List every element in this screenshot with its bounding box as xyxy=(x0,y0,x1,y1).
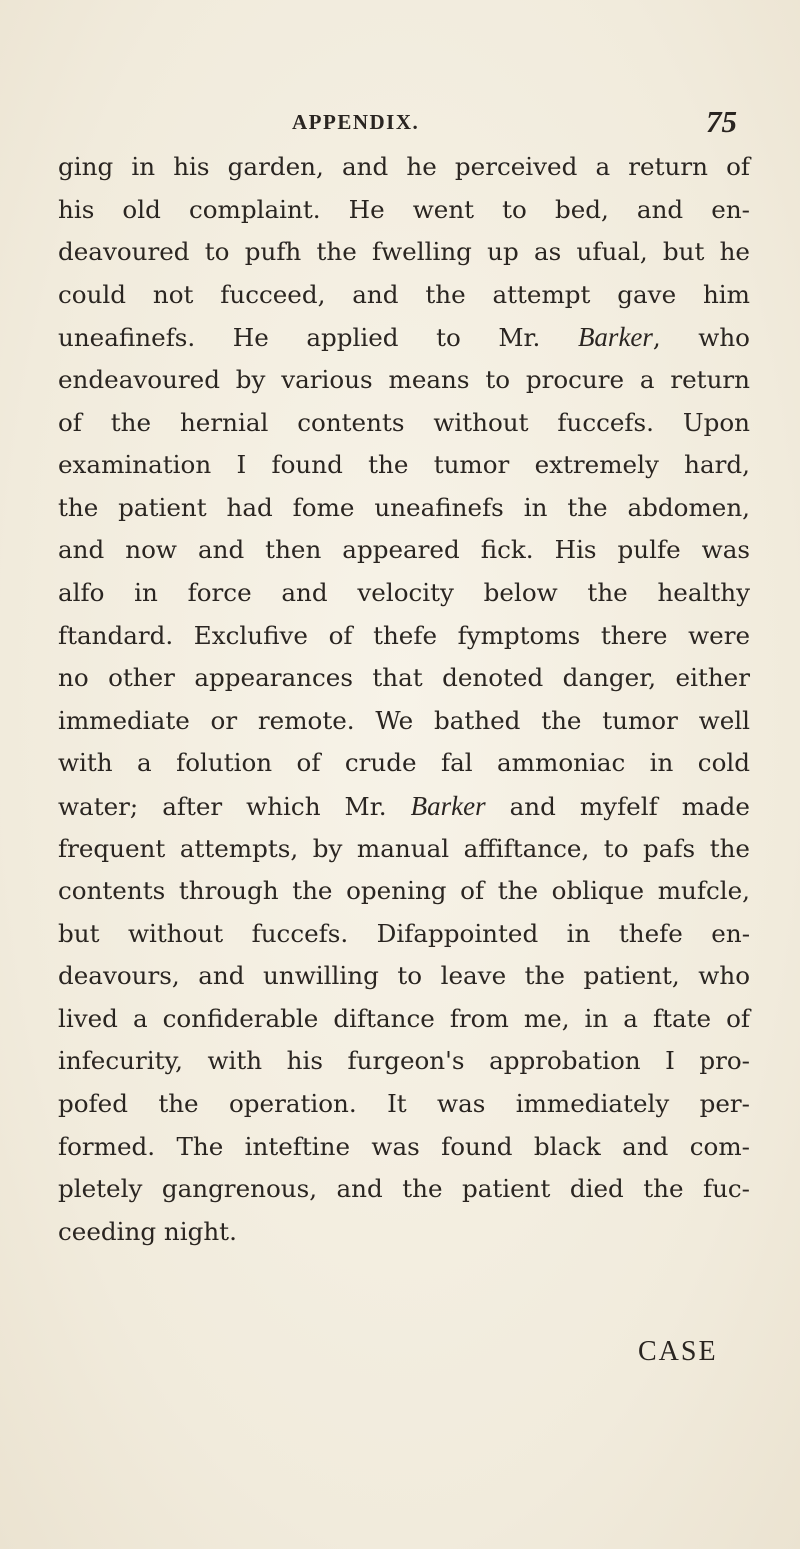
text-line: of the hernial contents without fuccefs. Upon xyxy=(58,407,750,437)
text-line: ftandard. Exclufive of thefe fymptoms there were xyxy=(58,620,750,650)
text-segment: and myfelf made xyxy=(485,791,750,821)
name-barker: Barker xyxy=(577,322,653,353)
catchword: CASE xyxy=(638,1336,718,1367)
text-line: and now and then appeared fick. His pulfe was xyxy=(58,535,750,565)
name-barker: Barker xyxy=(410,790,486,821)
text-line: could not fucceed, and the attempt gave him xyxy=(58,279,750,309)
text-segment: water; after which Mr. xyxy=(58,791,411,821)
text-line: examination I found the tumor extremely hard, xyxy=(58,450,750,480)
text-segment: uneafinefs. He applied to Mr. xyxy=(58,323,578,353)
text-line: pletely gangrenous, and the patient died the fuc- xyxy=(58,1174,750,1204)
text-line: the patient had fome uneafinefs in the abdomen, xyxy=(58,492,750,522)
text-line: infecurity, with his furgeon's approbation I pro- xyxy=(58,1046,750,1076)
text-line: frequent attempts, by manual affiftance, to pafs the xyxy=(58,833,750,863)
text-line: ging in his garden, and he perceived a return of xyxy=(58,152,750,181)
text-line: his old complaint. He went to bed, and en- xyxy=(58,194,750,224)
text-line xyxy=(58,316,750,359)
page-number: 75 xyxy=(706,104,737,139)
page-header xyxy=(0,104,800,144)
text-line: contents through the opening of the oblique mufcle, xyxy=(58,876,750,906)
text-line: immediate or remote. We bathed the tumor well xyxy=(58,705,750,735)
text-line xyxy=(58,785,750,828)
text-line: no other appearances that denoted danger, either xyxy=(58,663,750,693)
text-line: alfo in force and velocity below the healthy xyxy=(58,577,750,607)
text-segment: , who xyxy=(652,323,750,353)
body-text xyxy=(58,146,750,1253)
text-line: with a folution of crude fal ammoniac in cold xyxy=(58,748,750,778)
text-line: formed. The inteftine was found black and com- xyxy=(58,1131,750,1161)
running-head: APPENDIX. xyxy=(292,110,420,134)
text-line: deavoured to pufh the fwelling up as ufual, but he xyxy=(58,237,750,267)
text-line: pofed the operation. It was immediately per- xyxy=(58,1089,750,1119)
text-line: lived a confiderable diftance from me, in a ftate of xyxy=(58,1003,750,1033)
text-line: endeavoured by various means to procure a return xyxy=(58,364,750,394)
text-line: but without fuccefs. Difappointed in thefe en- xyxy=(58,918,750,948)
text-line: ceeding night. xyxy=(58,1216,237,1246)
text-line: deavours, and unwilling to leave the patient, who xyxy=(58,961,750,991)
